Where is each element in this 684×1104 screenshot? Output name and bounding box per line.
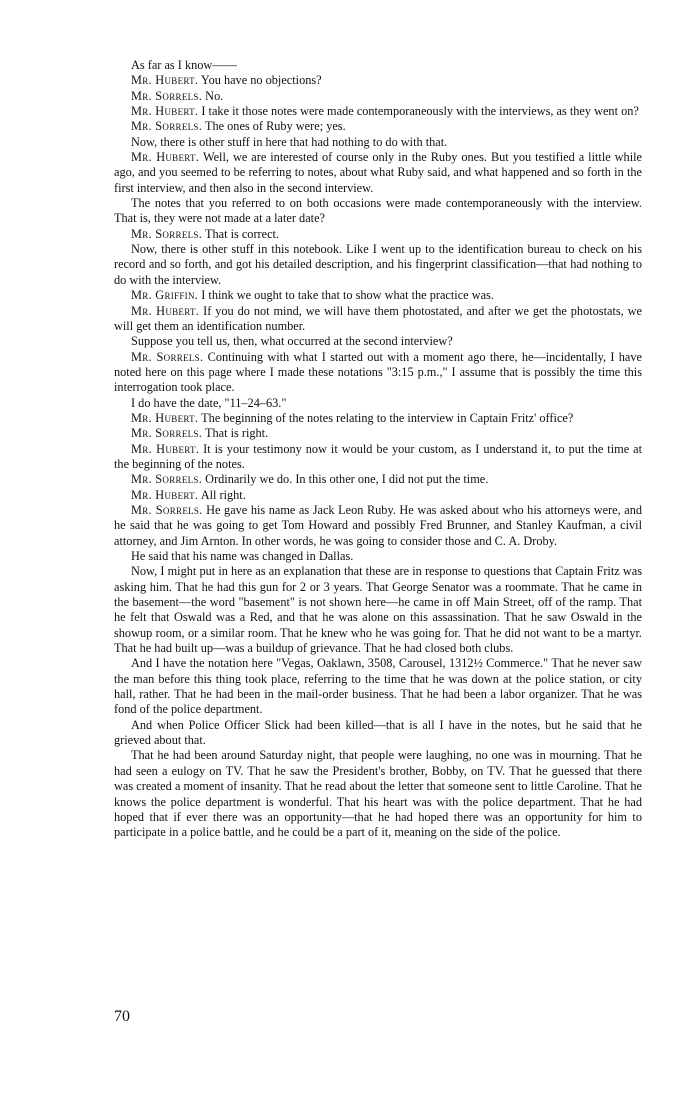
paragraph-text: Suppose you tell us, then, what occurred at the second interview?: [131, 334, 453, 349]
paragraph-text: Now, there is other stuff in this notebook. Like I went up to the identification bureau to check on his record and so forth, and got his detailed description, and his fingerprint classification—that had nothing to do with the interview.: [114, 242, 642, 287]
paragraph: [114, 426, 642, 441]
paragraph: [114, 396, 642, 411]
paragraph: [114, 442, 642, 473]
paragraph-text: Now, I might put in here as an explanation that these are in response to questions that Captain Fritz was asking him. That he had this gun for 2 or 3 years. That George Senator was a roommate. That he came in the basement—the word "basement" is not shown here—he came in off Main Street, off of the ramp. That he felt that Oswald was a Red, and that he was alone on this assassination. That he saw Oswald in the showup room, or a similar room. That he knew who he was going for. That he did not want to be a martyr. That he had built up—was a buildup of grievance. That he had closed both clubs.: [114, 564, 642, 656]
speaker-label: Mr. Sorrels.: [131, 472, 203, 487]
paragraph-text: That he had been around Saturday night, that people were laughing, no one was in mourning. That he had seen a eulogy on TV. That he saw the President's brother, Bobby, on TV. That he guessed that there was created a moment of insanity. That he read about the letter that someone sent to little Caroline. That he knows the police department is wonderful. That his heart was with the police department. That he had hoped that if ever there was an opportunity—that he had hoped there was an opportunity for him to participate in a police battle, and he could be a part of it, meaning on the side of the police.: [114, 748, 642, 840]
paragraph: [114, 196, 642, 227]
speaker-label: Mr. Sorrels.: [131, 502, 203, 517]
paragraph-text: No.: [202, 88, 224, 103]
paragraph: [114, 104, 642, 119]
paragraph-text: And when Police Officer Slick had been killed—that is all I have in the notes, but he said that he grieved about that.: [114, 717, 642, 748]
paragraph: [114, 304, 642, 335]
paragraph-text: Continuing with what I started out with a moment ago there, he—incidentally, I have noted here on this page where I made these notations "3:15 p.m.," I assume that is possibly the time this interrogation took place.: [114, 349, 642, 395]
speaker-label: Mr. Sorrels.: [131, 426, 203, 441]
paragraph: [114, 119, 642, 134]
speaker-label: Mr. Sorrels.: [131, 226, 203, 241]
paragraph: [114, 472, 642, 487]
paragraph-text: I think we ought to take that to show what the practice was.: [198, 288, 494, 303]
paragraph: [114, 135, 642, 150]
speaker-label: Mr. Hubert.: [131, 303, 200, 318]
paragraph: [114, 503, 642, 549]
speaker-label: Mr. Griffin.: [131, 288, 199, 303]
transcript-body: [114, 58, 642, 841]
paragraph-text: Ordinarily we do. In this other one, I did not put the time.: [202, 472, 489, 487]
paragraph: [114, 718, 642, 749]
paragraph-text: That is correct.: [202, 226, 280, 241]
paragraph-text: He said that his name was changed in Dallas.: [131, 549, 354, 563]
paragraph: [114, 288, 642, 303]
paragraph: [114, 549, 642, 564]
paragraph-text: Well, we are interested of course only in the Ruby ones. But you testified a little while ago, and you seemed to be referring to notes, about what Ruby said, and what happened and so forth in the first interview, and then also in the second interview.: [114, 150, 642, 195]
paragraph-text: The ones of Ruby were; yes.: [202, 119, 346, 134]
speaker-label: Mr. Hubert.: [131, 150, 200, 165]
speaker-label: Mr. Hubert.: [131, 441, 200, 456]
paragraph-text: He gave his name as Jack Leon Ruby. He was asked about who his attorneys were, and he said that he was going to get Tom Howard and possibly Fred Brunner, and Stanley Kaufman, a civil attorney, and Jim Arnton. In other words, he was going to consider those and C. A. Droby.: [114, 502, 642, 548]
paragraph-text: You have no objections?: [198, 73, 322, 88]
paragraph-text: All right.: [198, 487, 246, 502]
paragraph: [114, 350, 642, 396]
paragraph: [114, 656, 642, 717]
paragraph-text: I take it those notes were made contemporaneously with the interviews, as they went on?: [198, 104, 639, 119]
speaker-label: Mr. Hubert.: [131, 487, 199, 502]
paragraph-text: And I have the notation here "Vegas, Oaklawn, 3508, Carousel, 1312½ Commerce." That he never saw the man before this thing took place, referring to the time that he was down at the police station, or city hall, rather. That he had been in the mail-order business. That he had been a labor organizer. That he was fond of the police department.: [114, 656, 642, 717]
speaker-label: Mr. Hubert.: [131, 73, 199, 88]
speaker-label: Mr. Sorrels.: [131, 88, 203, 103]
speaker-label: Mr. Sorrels.: [131, 119, 203, 134]
paragraph: [114, 748, 642, 840]
paragraph: [114, 242, 642, 288]
paragraph-text: That is right.: [202, 426, 269, 441]
paragraph-text: I do have the date, "11–24–63.": [131, 395, 287, 410]
paragraph: [114, 89, 642, 104]
paragraph: [114, 488, 642, 503]
paragraph-text: It is your testimony now it would be your custom, as I understand it, to put the time at the beginning of the notes.: [114, 441, 642, 471]
paragraph: [114, 564, 642, 656]
paragraph-text: Now, there is other stuff in here that had nothing to do with that.: [131, 134, 448, 149]
speaker-label: Mr. Sorrels.: [131, 349, 204, 364]
paragraph: [114, 58, 642, 73]
speaker-label: Mr. Hubert.: [131, 104, 199, 119]
paragraph-text: If you do not mind, we will have them photostated, and after we get the photostats, we will get them an identification number.: [114, 303, 642, 333]
page-number: 70: [114, 1008, 130, 1025]
paragraph-text: The beginning of the notes relating to the interview in Captain Fritz' office?: [198, 410, 574, 425]
paragraph: [114, 150, 642, 196]
paragraph-text: As far as I know——: [131, 58, 237, 72]
paragraph: [114, 334, 642, 349]
speaker-label: Mr. Hubert.: [131, 410, 199, 425]
paragraph-text: The notes that you referred to on both occasions were made contemporaneously with the interview. That is, they were not made at a later date?: [114, 196, 642, 226]
paragraph: [114, 411, 642, 426]
paragraph: [114, 73, 642, 88]
paragraph: [114, 227, 642, 242]
